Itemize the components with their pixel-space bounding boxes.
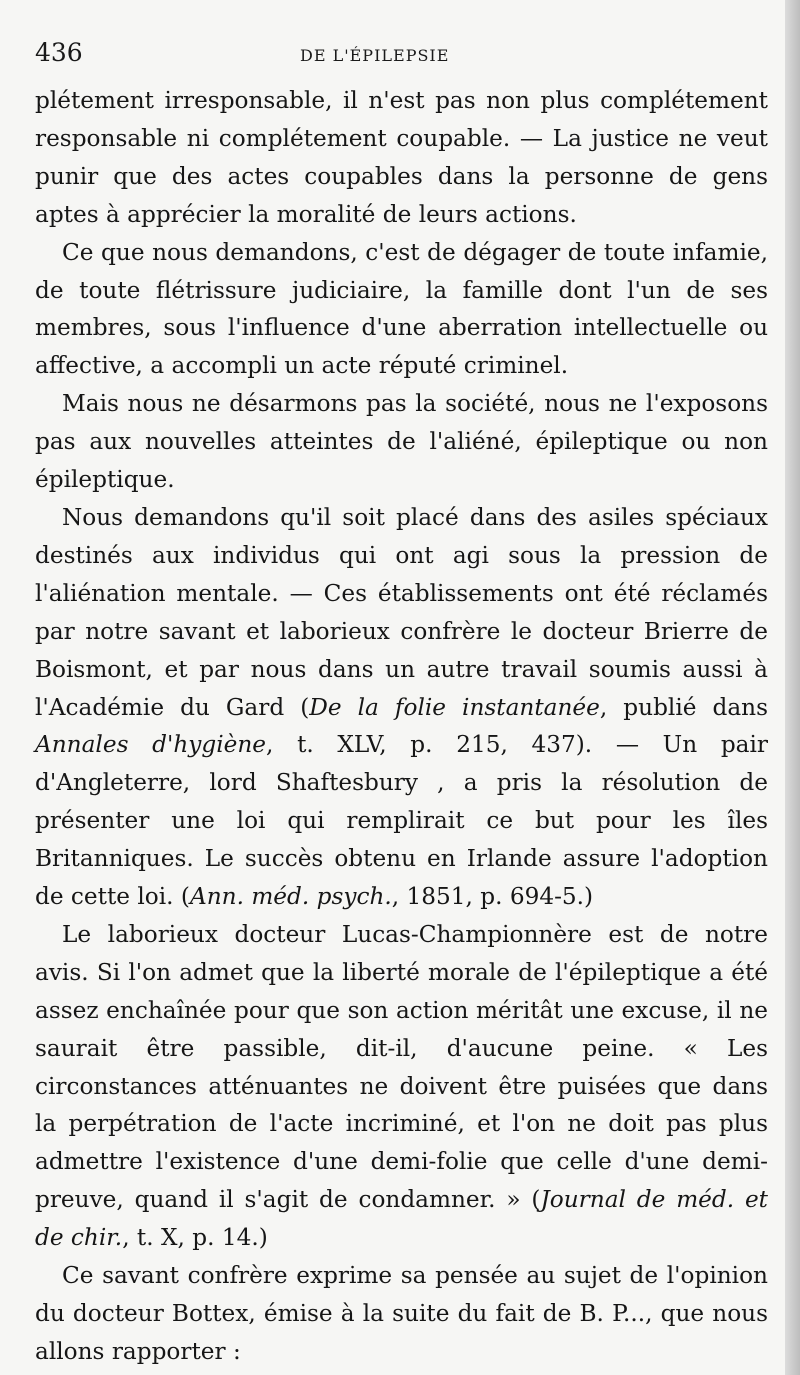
- paragraph-4-text-3: , t. XLV, p. 215, 437). — Un pair d'Angleterre, lord Shaftesbury , a pris la résolution de présenter une loi qui remplirait ce but pour les îles Britanniques. Le succès obtenu en Irlande assure l'adoption de cette loi. (: [35, 731, 768, 911]
- citation-title-ann-med: Ann. méd. psych.: [189, 883, 392, 911]
- paragraph-5-text: Le laborieux docteur Lucas-Championnère est de notre avis. Si l'on admet que la liberté morale de l'épileptique a été assez enchaînée pour que son action méritât une excuse, il ne saurait être passible, dit-il, d'aucune peine. « Les circonstances atténuantes ne doivent être puisées que dans la perpétration de l'acte incriminé, et l'on ne doit pas plus admettre l'existence d'une demi-folie que celle d'une demi-preuve, quand il s'agit de condamner. » (: [35, 920, 768, 1214]
- running-title: DE L'ÉPILEPSIE: [300, 46, 450, 65]
- paragraph-3: Mais nous ne désarmons pas la société, nous ne l'exposons pas aux nouvelles atteintes de l'aliéné, épileptique ou non épileptique.: [35, 390, 768, 494]
- paragraph-4-text-2: , publié dans: [599, 693, 769, 721]
- paragraph-4-text-4: , 1851, p. 694-5.): [391, 883, 594, 911]
- citation-title-annales: Annales d'hygiène: [35, 731, 267, 759]
- paragraph-2: Ce que nous demandons, c'est de dégager de toute infamie, de toute flétrissure judiciaire, la famille dont l'un de ses membres, sous l'influence d'une aberration intellectuelle ou affective, a accompli un acte réputé criminel.: [35, 238, 768, 380]
- page-header: [0, 38, 785, 78]
- page-number: 436: [35, 38, 83, 67]
- citation-title-journal: Journal de méd. et de chir.: [35, 1186, 768, 1252]
- paragraph-4: [35, 499, 768, 916]
- page-edge: [785, 0, 800, 1375]
- paragraph-6: Ce savant confrère exprime sa pensée au sujet de l'opinion du docteur Bottex, émise à la suite du fait de B. P..., que nous allons rapporter :: [35, 1262, 768, 1365]
- paragraph-5-text-2: , t. X, p. 14.): [122, 1224, 268, 1252]
- paragraph-1: plétement irresponsable, il n'est pas non plus complétement responsable ni complétement coupable. — La justice ne veut punir que des actes coupables dans la personne de gens aptes à apprécier la moralité de leurs actions.: [35, 87, 768, 228]
- paragraph-5: [35, 916, 768, 1257]
- body-text: [35, 82, 768, 1371]
- citation-title-folie: De la folie instantanée: [309, 693, 600, 721]
- paragraph-4-text: Nous demandons qu'il soit placé dans des asiles spéciaux destinés aux individus qui ont agi sous la pression de l'aliénation mentale. — Ces établissements ont été réclamés par notre savant et laborieux confrère le docteur Brierre de Boismont, et par nous dans un autre travail soumis aussi à l'Académie du Gard (: [35, 503, 768, 721]
